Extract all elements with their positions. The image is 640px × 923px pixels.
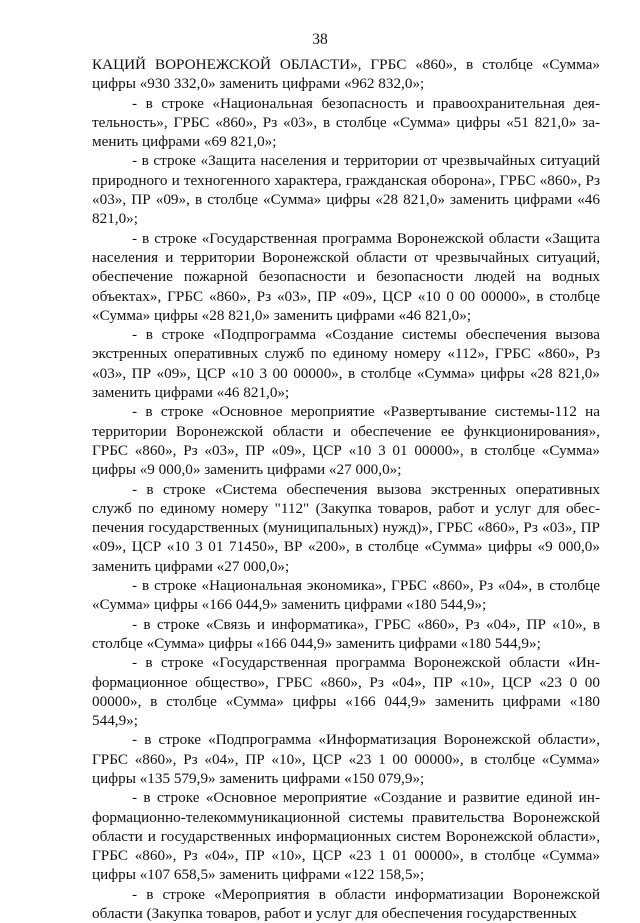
amendment-paragraph: - в строке «Основное мероприятие «Развертывание системы-112 на территории Воронежской области и обеспечение ее функционирования», ГРБС «860», Рз «03», ПР «09», ЦСР «10 3 01 00000», в столбце «Сумма» цифры «9 000,0» заменить цифрами «27 000,0»; bbox=[92, 403, 600, 479]
amendment-paragraph: - в строке «Национальная безопасность и правоохранительная деятельность», ГРБС «860», Рз «03», в столбце «Сумма» цифры «51 821,0» заменить цифрами «69 821,0»; bbox=[92, 94, 600, 151]
amendment-paragraph: - в строке «Основное мероприятие «Создание и развитие единой информационно-телекоммуникационной системы правительства Воронежской области и государственных информационных систем Воронежской области», ГРБС «860», Рз «04», ПР «10», ЦСР «23 1 01 00000», в столбце «Сумма» цифры «107 658,5» заменить цифрами «122 158,5»; bbox=[92, 789, 600, 884]
page-number: 38 bbox=[312, 31, 328, 48]
amendment-paragraph: - в строке «Защита населения и территории от чрезвычайных ситуаций природного и техногенного характера, гражданская оборона», ГРБС «860», Рз «03», ПР «09», в столбце «Сумма» цифры «28 821,0» заменить цифрами «46 821,0»; bbox=[92, 152, 600, 228]
amendment-paragraph: - в строке «Подпрограмма «Информатизация Воронежской области», ГРБС «860», Рз «04», ПР «10», ЦСР «23 1 00 00000», в столбце «Сумма» цифры «135 579,9» заменить цифрами «150 079,9»; bbox=[92, 731, 600, 787]
amendment-paragraph: - в строке «Государственная программа Воронежской области «Защита населения и территории Воронежской области от чрезвычайных ситуаций, обеспечение пожарной безопасности и безопасности людей на водных объектах», ГРБС «860», Рз «03», ПР «09», ЦСР «10 0 00 00000», в столбце «Сумма» цифры «28 821,0» заменить цифрами «46 821,0»; bbox=[92, 229, 600, 324]
document-body bbox=[92, 55, 600, 923]
amendment-paragraph: - в строке «Мероприятия в области информатизации Воронежской области (Закупка товаров, работ и услуг для обеспечения государственных bbox=[92, 885, 600, 923]
amendment-paragraph: - в строке «Система обеспечения вызова экстренных оперативных служб по единому номеру "112" (Закупка товаров, работ и услуг для обеспечения государственных (муниципальных) нужд)», ГРБС «860», Рз «03», ПР «09», ЦСР «10 3 01 71450», ВР «200», в столбце «Сумма» цифры «9 000,0» заменить цифрами «27 000,0»; bbox=[92, 480, 600, 575]
amendment-paragraph: - в строке «Подпрограмма «Создание системы обеспечения вызова экстренных оперативных служб по единому номеру «112», ГРБС «860», Рз «03», ПР «09», ЦСР «10 3 00 00000», в столбце «Сумма» цифры «28 821,0» заменить цифрами «46 821,0»; bbox=[92, 326, 600, 402]
amendment-paragraph: - в строке «Государственная программа Воронежской области «Информационное общество», ГРБС «860», Рз «04», ПР «10», ЦСР «23 0 00 00000», в столбце «Сумма» цифры «166 044,9» заменить цифрами «180 544,9»; bbox=[92, 654, 600, 730]
amendment-paragraph: - в строке «Связь и информатика», ГРБС «860», Рз «04», ПР «10», в столбце «Сумма» цифры «166 044,9» заменить цифрами «180 544,9»; bbox=[92, 615, 600, 652]
amendment-paragraph: - в строке «Национальная экономика», ГРБС «860», Рз «04», в столбце «Сумма» цифры «166 044,9» заменить цифрами «180 544,9»; bbox=[92, 577, 600, 614]
continuation-paragraph: КАЦИЙ ВОРОНЕЖСКОЙ ОБЛАСТИ», ГРБС «860», в столбце «Сумма» цифры «930 332,0» заменить цифрами «962 832,0»; bbox=[92, 56, 600, 93]
